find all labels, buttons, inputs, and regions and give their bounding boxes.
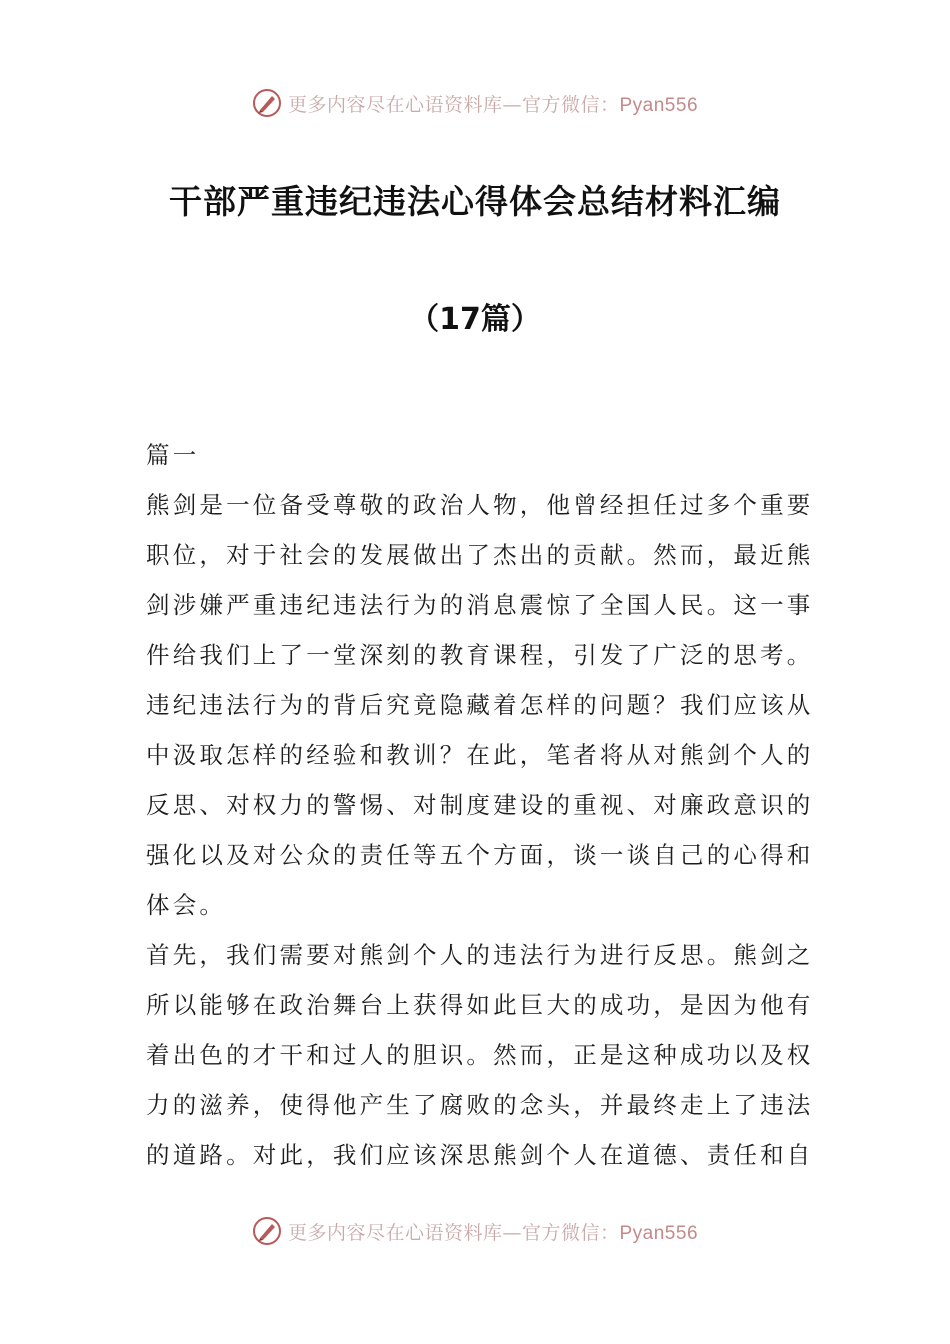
document-subtitle: （17篇） bbox=[409, 302, 541, 337]
footer-watermark bbox=[0, 1214, 950, 1248]
wechat-id: Pyan556 bbox=[619, 94, 699, 116]
pen-logo-icon bbox=[252, 1216, 282, 1246]
document-title: 干部严重违纪违法心得体会总结材料汇编 bbox=[169, 182, 781, 221]
watermark-text: 更多内容尽在心语资料库—官方微信：Pyan556 bbox=[287, 1221, 699, 1244]
document-body bbox=[146, 430, 814, 1180]
header-watermark bbox=[0, 86, 950, 120]
body-line: 的道路。对此，我们应该深思熊剑个人在道德、责任和自 bbox=[146, 1141, 814, 1169]
body-line: 力的滋养，使得他产生了腐败的念头，并最终走上了违法 bbox=[146, 1091, 814, 1119]
watermark-text: 更多内容尽在心语资料库—官方微信：Pyan556 bbox=[287, 93, 699, 116]
body-line: 着出色的才干和过人的胆识。然而，正是这种成功以及权 bbox=[146, 1041, 814, 1069]
body-line: 中汲取怎样的经验和教训？在此，笔者将从对熊剑个人的 bbox=[146, 741, 814, 769]
wechat-id: Pyan556 bbox=[619, 1222, 699, 1244]
body-line: 熊剑是一位备受尊敬的政治人物，他曾经担任过多个重要 bbox=[146, 491, 814, 519]
body-line: 件给我们上了一堂深刻的教育课程，引发了广泛的思考。 bbox=[146, 641, 814, 669]
body-line: 体会。 bbox=[146, 891, 227, 919]
body-line: 强化以及对公众的责任等五个方面，谈一谈自己的心得和 bbox=[146, 841, 814, 869]
body-line: 首先，我们需要对熊剑个人的违法行为进行反思。熊剑之 bbox=[146, 941, 814, 969]
body-line: 剑涉嫌严重违纪违法行为的消息震惊了全国人民。这一事 bbox=[146, 591, 814, 619]
body-line: 所以能够在政治舞台上获得如此巨大的成功，是因为他有 bbox=[146, 991, 814, 1019]
body-line: 职位，对于社会的发展做出了杰出的贡献。然而，最近熊 bbox=[146, 541, 814, 569]
section-heading: 篇一 bbox=[146, 441, 200, 469]
body-line: 反思、对权力的警惕、对制度建设的重视、对廉政意识的 bbox=[146, 791, 814, 819]
pen-logo-icon bbox=[252, 88, 282, 118]
body-line: 违纪违法行为的背后究竟隐藏着怎样的问题？我们应该从 bbox=[146, 691, 814, 719]
